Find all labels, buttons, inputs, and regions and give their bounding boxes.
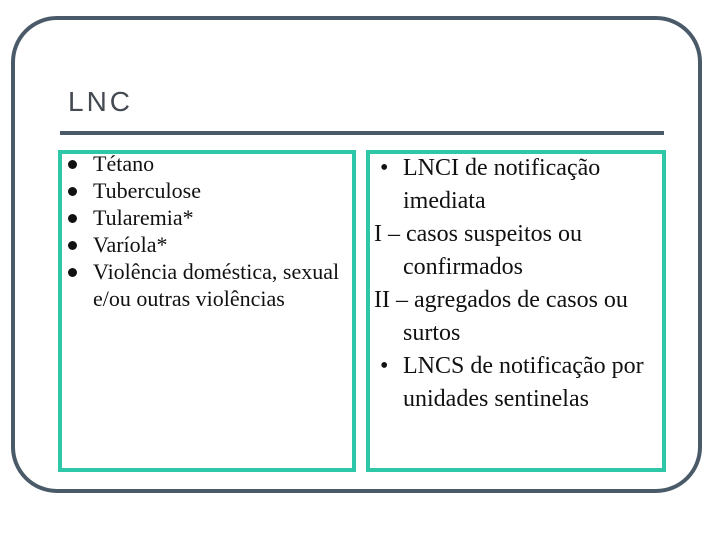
list-item: [374, 284, 659, 350]
list-item-label: LNCI de notificação imediata: [403, 155, 601, 214]
list-item-label: LNCS de notificação por unidades sentinelas: [403, 353, 644, 412]
bullet-dot-icon: [68, 187, 77, 196]
list-item-label: Varíola*: [93, 232, 168, 257]
list-item: [374, 152, 659, 218]
bullet-dot-icon: [68, 241, 77, 250]
bullet-dot-icon: [68, 268, 77, 277]
disease-list: [66, 150, 346, 312]
list-item: [66, 231, 346, 258]
list-item: [374, 218, 659, 284]
list-item-label: Violência doméstica, sexual e/ou outras violências: [93, 259, 340, 311]
bullet-dot-icon: [68, 160, 77, 169]
notification-list: [374, 152, 659, 416]
bullet-icon: •: [380, 155, 389, 181]
slide-title: LNC: [68, 86, 134, 117]
list-item-label: II – agregados de casos ou surtos: [374, 287, 628, 346]
list-item: [66, 258, 346, 312]
list-item-label: Tuberculose: [93, 178, 201, 203]
list-item: [66, 150, 346, 177]
list-item-label: I – casos suspeitos ou confirmados: [374, 221, 582, 280]
list-item-label: Tularemia*: [93, 205, 194, 230]
bullet-dot-icon: [68, 214, 77, 223]
title-divider: [60, 131, 664, 135]
list-item: [374, 350, 659, 416]
list-item-label: Tétano: [93, 151, 155, 176]
bullet-icon: •: [380, 353, 389, 379]
list-item: [66, 204, 346, 231]
list-item: [66, 177, 346, 204]
